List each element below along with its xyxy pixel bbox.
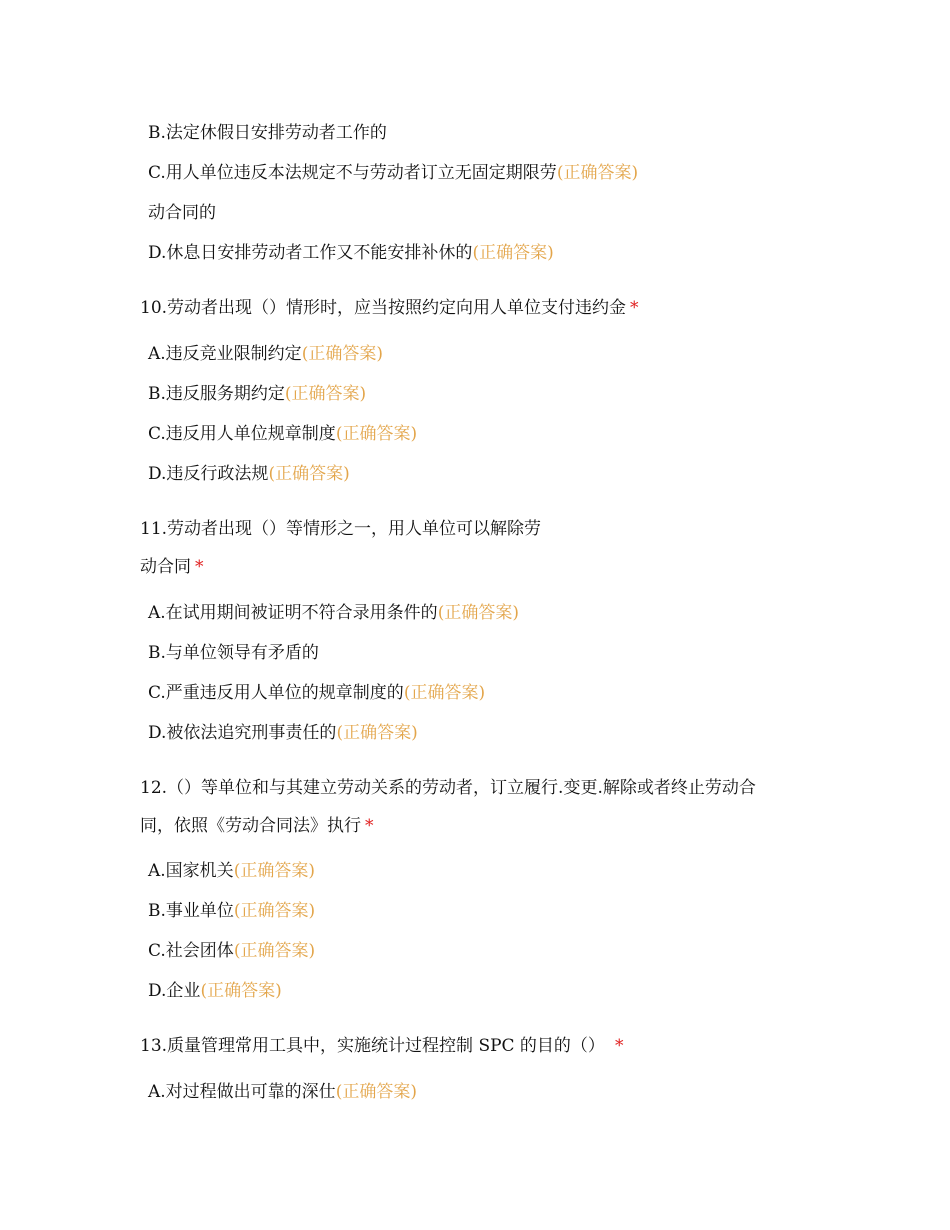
option-10-c [148,422,417,446]
correct-answer-tag: (正确答案) [556,163,639,183]
option-9-b [148,121,387,145]
correct-answer-tag: (正确答案) [200,981,282,1001]
correct-answer-tag: (正确答案) [233,901,316,921]
option-text: D.企业 [148,981,201,1001]
option-9-d [148,241,554,265]
correct-answer-tag: (正确答案) [335,1082,417,1102]
correct-answer-tag: (正确答案) [437,603,519,623]
option-11-a [148,601,519,625]
option-11-b [148,641,319,665]
option-text: D.被依法追究刑事责任的 [148,723,337,743]
correct-answer-tag: (正确答案) [233,861,315,881]
required-mark: * [614,1036,624,1056]
option-13-a [148,1080,417,1104]
option-text: B.法定休假日安排劳动者工作的 [148,123,387,143]
option-text: C.违反用人单位规章制度 [148,424,336,444]
option-text: A.对过程做出可靠的深仕 [148,1082,336,1102]
question-11-continued [140,555,204,579]
option-text: B.与单位领导有矛盾的 [148,643,319,663]
option-text: C.严重违反用人单位的规章制度的 [148,683,404,703]
option-12-b [148,899,315,923]
question-text: 12.（）等单位和与其建立劳动关系的劳动者，订立履行.变更.解除或者终止劳动合 [140,778,756,798]
question-12-continued [140,814,374,838]
option-9-c [148,161,638,185]
correct-answer-tag: (正确答案) [335,424,418,444]
option-10-d [148,462,350,486]
option-10-b [148,382,366,406]
option-text: C.社会团体 [148,941,234,961]
required-mark: * [195,557,204,577]
question-text: 同，依照《劳动合同法》执行 [140,816,361,836]
correct-answer-tag: (正确答案) [233,941,316,961]
option-text: B.事业单位 [148,901,234,921]
option-11-c [148,681,485,705]
question-text: 13.质量管理常用工具中，实施统计过程控制 SPC 的目的（） [140,1036,605,1056]
required-mark: * [365,816,374,836]
question-text: 动合同 [140,557,191,577]
option-11-d [148,721,418,745]
option-text: A.在试用期间被证明不符合录用条件的 [148,603,438,623]
option-12-d [148,979,282,1003]
question-10 [140,296,639,320]
option-text: D.休息日安排劳动者工作又不能安排补休的 [148,243,473,263]
option-text: A.国家机关 [148,861,234,881]
option-text: B.违反服务期约定 [148,384,285,404]
correct-answer-tag: (正确答案) [268,464,350,484]
correct-answer-tag: (正确答案) [403,683,486,703]
option-text: C.用人单位违反本法规定不与劳动者订立无固定期限劳 [148,163,557,183]
required-mark: * [630,298,639,318]
option-text: 动合同的 [148,203,216,223]
option-12-c [148,939,315,963]
question-text: 10.劳动者出现（）情形时，应当按照约定向用人单位支付违约金 [140,298,627,318]
option-text: A.违反竞业限制约定 [148,344,302,364]
question-11 [140,517,541,541]
question-12 [140,776,756,800]
option-9-c-continued [148,201,216,225]
question-text: 11.劳动者出现（）等情形之一，用人单位可以解除劳 [140,519,542,539]
correct-answer-tag: (正确答案) [336,723,418,743]
option-10-a [148,342,383,366]
correct-answer-tag: (正确答案) [472,243,554,263]
correct-answer-tag: (正确答案) [284,384,367,404]
option-12-a [148,859,315,883]
correct-answer-tag: (正确答案) [301,344,383,364]
option-text: D.违反行政法规 [148,464,269,484]
question-13 [140,1034,623,1058]
